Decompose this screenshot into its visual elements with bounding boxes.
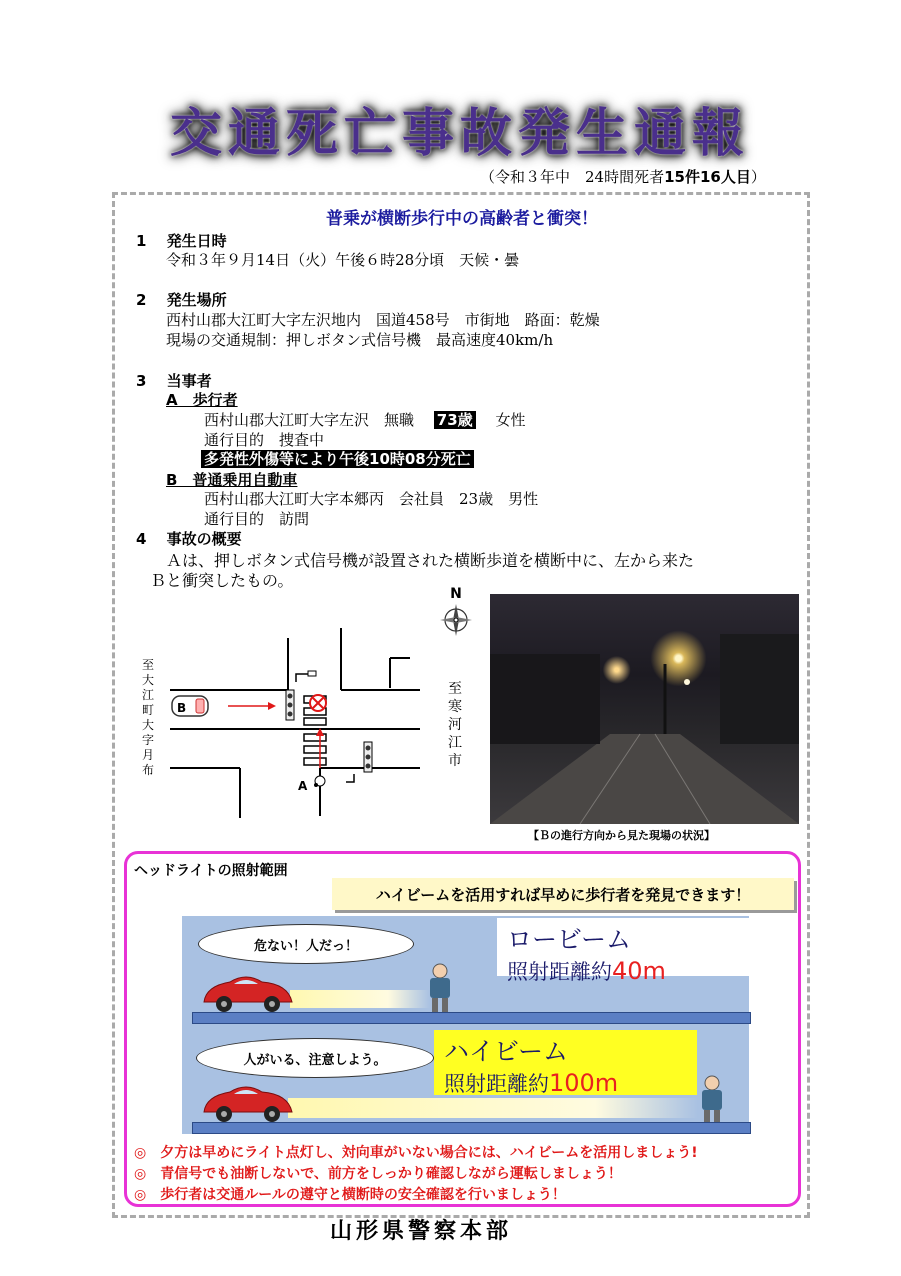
section-4-heading bbox=[136, 528, 242, 549]
low-beam-dist-value: 40m bbox=[612, 957, 666, 985]
section-1-line: 令和３年９月14日（火）午後６時28分頃 天候・曇 bbox=[166, 251, 520, 269]
photo-caption: 【Ｂの進行方向から見た現場の状況】 bbox=[528, 829, 715, 842]
party-b-line-1: 西村山郡大江町大字本郷丙 会社員 23歳 男性 bbox=[204, 490, 539, 508]
title-text: 交通死亡事故発生通報 bbox=[169, 103, 750, 164]
section-1-num: 1 bbox=[136, 232, 147, 250]
headline: 普乗が横断歩行中の高齢者と衝突！ bbox=[326, 209, 598, 229]
section-2-title: 発生場所 bbox=[166, 291, 227, 309]
party-a-purpose: 通行目的 捜査中 bbox=[204, 431, 325, 449]
high-beam-box bbox=[434, 1030, 697, 1095]
issuer: 山形県警察本部 bbox=[330, 1219, 513, 1244]
direction-right: 至寒河江市 bbox=[448, 681, 462, 769]
pedestrian-label: A bbox=[298, 779, 308, 793]
safety-rule-3: ◎ 歩行者は交通ルールの遵守と横断時の安全確認を行いましょう！ bbox=[134, 1187, 566, 1203]
party-a-label: A 歩行者 bbox=[166, 391, 238, 409]
compass-n: N bbox=[450, 586, 462, 602]
party-a-sex: 女性 bbox=[495, 411, 526, 429]
safety-rule-1: ◎ 夕方は早めにライト点灯し、対向車がいない場合には、ハイビームを活用しましょう! bbox=[134, 1145, 698, 1161]
accident-diagram bbox=[130, 588, 490, 828]
high-beam-distance bbox=[444, 1068, 697, 1098]
page-title bbox=[110, 96, 810, 164]
summary-line-2: Ｂと衝突したもの。 bbox=[150, 571, 294, 590]
low-beam-distance bbox=[507, 956, 749, 986]
section-4-num: 4 bbox=[136, 530, 147, 548]
section-2-num: 2 bbox=[136, 291, 147, 309]
high-beam-light bbox=[288, 1098, 698, 1118]
direction-left: 至大江町大字月布 bbox=[142, 658, 155, 777]
road-low bbox=[192, 1012, 751, 1024]
party-a-line-1 bbox=[204, 409, 525, 430]
low-beam-title: ロービーム bbox=[507, 925, 632, 954]
section-3-heading bbox=[136, 370, 212, 391]
safety-rule-2: ◎ 青信号でも油断しないで、前方をしっかり確認しながら運転しましょう！ bbox=[134, 1166, 622, 1182]
highbeam-banner: ハイビームを活用すれば早めに歩行者を発見できます！ bbox=[332, 878, 794, 910]
high-beam-dist-prefix: 照射距離約 bbox=[444, 1072, 549, 1096]
summary-line-1: Ａは、押しボタン式信号機が設置された横断歩道を横断中に、左から来た bbox=[166, 551, 695, 570]
party-a-death bbox=[201, 448, 474, 469]
low-beam-box bbox=[497, 918, 749, 985]
section-2-heading bbox=[136, 289, 227, 310]
section-3-num: 3 bbox=[136, 372, 147, 390]
section-2-line-2: 現場の交通規制：押しボタン式信号機 最高速度40km/h bbox=[166, 331, 554, 349]
section-1-title: 発生日時 bbox=[166, 232, 227, 250]
elderly-pedestrian-icon bbox=[422, 962, 458, 1014]
fatality-count: 15件16人目 bbox=[664, 168, 751, 186]
high-beam-bubble: 人がいる、注意しよう。 bbox=[196, 1038, 434, 1078]
high-beam-title: ハイビーム bbox=[444, 1037, 569, 1066]
high-beam-dist-value: 100m bbox=[549, 1069, 619, 1097]
fatality-count-line bbox=[480, 166, 766, 187]
road-high bbox=[192, 1122, 751, 1134]
intersection-svg bbox=[130, 588, 490, 828]
section-3-title: 当事者 bbox=[166, 372, 212, 390]
death-notice: 多発性外傷等により午後10時08分死亡 bbox=[201, 450, 474, 468]
party-b-purpose: 通行目的 訪問 bbox=[204, 510, 310, 528]
party-b-label: B 普通乗用自動車 bbox=[166, 471, 298, 489]
low-beam-bubble: 危ない！人だっ！ bbox=[198, 924, 414, 964]
photo-drawing bbox=[490, 594, 799, 824]
party-a-age: 73歳 bbox=[434, 411, 476, 429]
car-label: B bbox=[177, 701, 187, 715]
compass-icon bbox=[438, 602, 474, 638]
headlight-title: ヘッドライトの照射範囲 bbox=[134, 863, 288, 879]
push-button-post bbox=[296, 674, 308, 682]
low-beam-light bbox=[290, 990, 430, 1008]
section-1-heading bbox=[136, 230, 227, 251]
subtitle-prefix: （令和３年中 24時間死者 bbox=[480, 168, 665, 186]
car-icon bbox=[200, 1082, 296, 1126]
car-b bbox=[172, 696, 208, 716]
section-2-line-1: 西村山郡大江町大字左沢地内 国道458号 市街地 路面：乾燥 bbox=[166, 311, 600, 329]
subtitle-suffix: ） bbox=[750, 168, 766, 186]
compass-rose bbox=[438, 586, 474, 646]
low-beam-dist-prefix: 照射距離約 bbox=[507, 960, 612, 984]
section-4-title: 事故の概要 bbox=[166, 530, 242, 548]
car-icon bbox=[200, 972, 296, 1016]
scene-photo bbox=[490, 594, 799, 824]
elderly-pedestrian-icon bbox=[694, 1074, 730, 1126]
party-a-address: 西村山郡大江町大字左沢 無職 bbox=[204, 411, 415, 429]
